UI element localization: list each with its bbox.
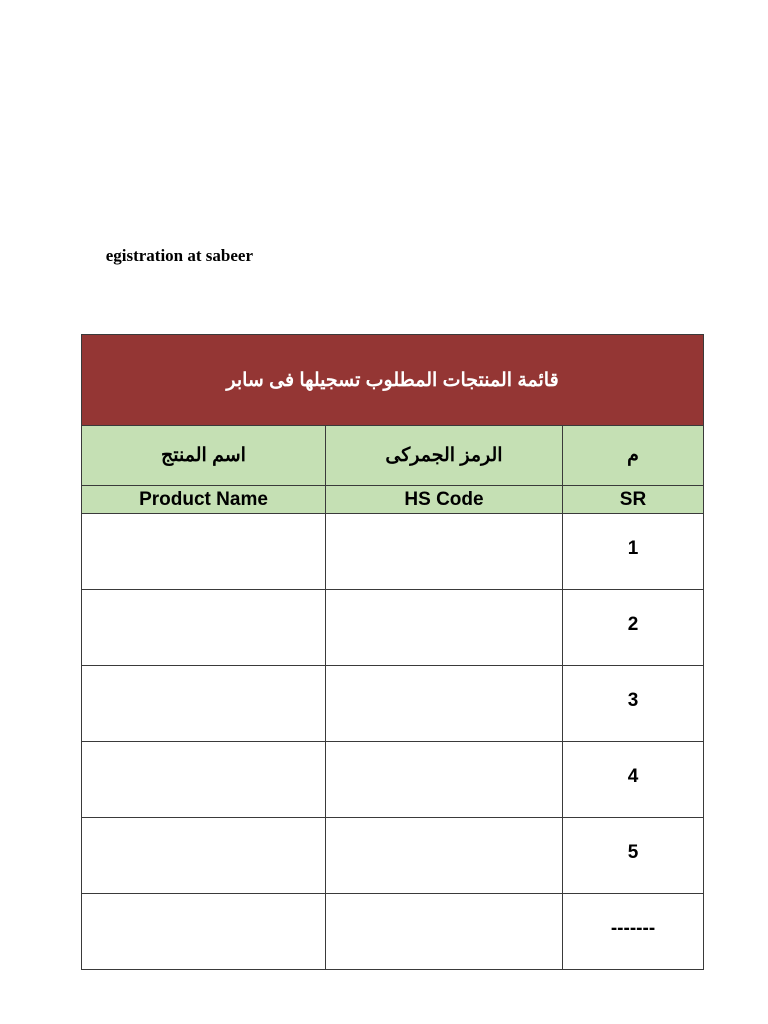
product-name-cell xyxy=(82,742,326,818)
product-name-cell xyxy=(82,818,326,894)
header-row-english xyxy=(82,486,704,514)
hs-code-cell xyxy=(326,666,563,742)
sr-cell: 2 xyxy=(563,590,704,666)
table-row xyxy=(82,666,704,742)
header-row-arabic xyxy=(82,426,704,486)
table-row xyxy=(82,742,704,818)
products-table xyxy=(81,334,704,970)
hs-code-cell xyxy=(326,514,563,590)
table-title-row xyxy=(82,335,704,426)
table-row xyxy=(82,894,704,970)
hs-code-cell xyxy=(326,894,563,970)
hs-code-cell xyxy=(326,818,563,894)
sr-cell: 3 xyxy=(563,666,704,742)
product-name-cell xyxy=(82,514,326,590)
sr-cell: 5 xyxy=(563,818,704,894)
sr-cell: ------- xyxy=(563,894,704,970)
hs-code-cell xyxy=(326,590,563,666)
header-product-name-ar: اسم المنتج xyxy=(82,426,326,486)
document-heading-area xyxy=(78,244,378,270)
header-sr-ar: م xyxy=(563,426,704,486)
header-hs-code-ar: الرمز الجمركى xyxy=(326,426,563,486)
hs-code-cell xyxy=(326,742,563,818)
header-sr: SR xyxy=(563,486,704,514)
product-name-cell xyxy=(82,666,326,742)
product-name-cell xyxy=(82,590,326,666)
table-row xyxy=(82,818,704,894)
document-heading: egistration at sabeer xyxy=(105,246,253,265)
sr-cell: 1 xyxy=(563,514,704,590)
table-row xyxy=(82,514,704,590)
product-name-cell xyxy=(82,894,326,970)
header-product-name: Product Name xyxy=(82,486,326,514)
table-row xyxy=(82,590,704,666)
sr-cell: 4 xyxy=(563,742,704,818)
header-hs-code: HS Code xyxy=(326,486,563,514)
table-title: قائمة المنتجات المطلوب تسجيلها فى سابر xyxy=(82,335,704,426)
